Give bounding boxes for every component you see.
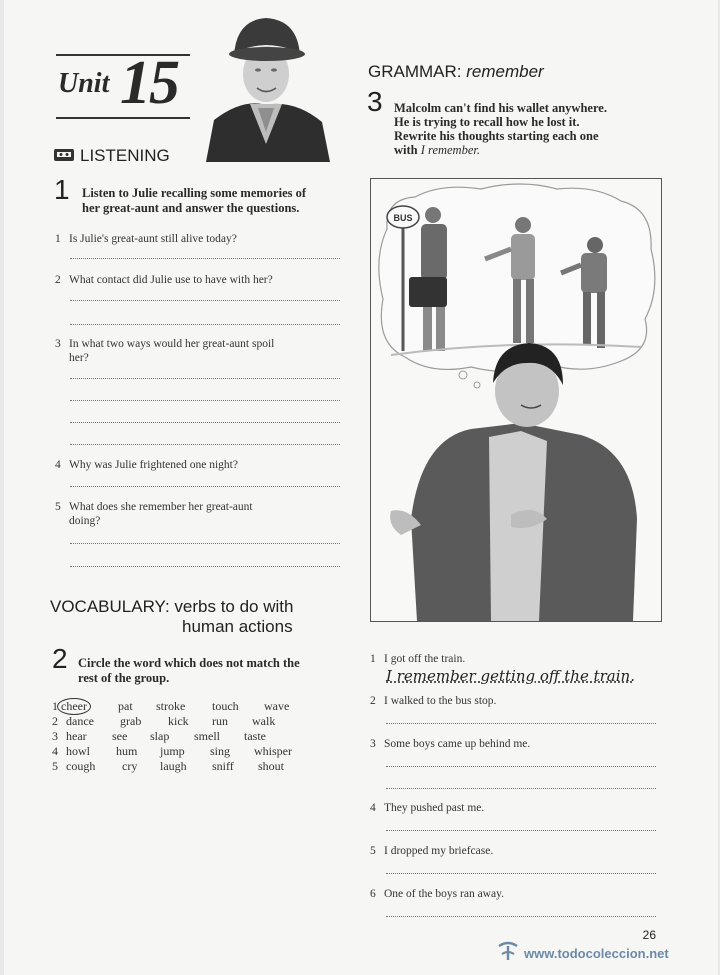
- cassette-icon: [53, 148, 75, 162]
- vocab-word[interactable]: slap: [150, 729, 170, 743]
- circled-word[interactable]: cheer: [57, 698, 91, 715]
- grammar-item-3: 3 Some boys came up behind me.: [370, 738, 531, 750]
- answer-line[interactable]: [70, 543, 340, 544]
- vocab-word[interactable]: touch: [212, 699, 239, 713]
- exercise-3-instruction-line4: with I remember.: [394, 143, 480, 157]
- grammar-item-4: 4 They pushed past me.: [370, 802, 485, 814]
- unit-number: 15: [120, 49, 178, 117]
- vocab-word[interactable]: hum: [116, 744, 138, 758]
- answer-line[interactable]: [386, 788, 656, 789]
- vocab-word[interactable]: walk: [252, 714, 276, 728]
- watermark-text: www.todocoleccion.net: [524, 946, 669, 961]
- answer-line[interactable]: [70, 324, 340, 325]
- grammar-item-6: 6 One of the boys ran away.: [370, 888, 504, 900]
- vocab-word[interactable]: pat: [118, 699, 133, 713]
- answer-line[interactable]: [386, 873, 656, 874]
- unit-label: Unit: [58, 68, 110, 99]
- listening-question-1: 1 Is Julie's great-aunt still alive today?: [55, 233, 237, 245]
- listening-question-5: 5 What does she remember her great-aunt: [55, 501, 253, 513]
- vocab-word[interactable]: hear: [66, 729, 87, 743]
- vocab-word[interactable]: kick: [168, 714, 189, 728]
- answer-line[interactable]: [386, 723, 656, 724]
- vocab-word[interactable]: run: [212, 714, 228, 728]
- exercise-3-instruction-line1: Malcolm can't find his wallet anywhere.: [394, 101, 607, 115]
- vocab-word[interactable]: cry: [122, 759, 138, 773]
- answer-line[interactable]: [70, 300, 340, 301]
- unit-rule-bottom: [56, 117, 190, 119]
- vocab-word[interactable]: shout: [258, 759, 285, 773]
- vocab-word[interactable]: laugh: [160, 759, 187, 773]
- vocab-word[interactable]: smell: [194, 729, 220, 743]
- listening-question-3: 3 In what two ways would her great-aunt spoil: [55, 338, 275, 350]
- answer-line[interactable]: [386, 830, 656, 831]
- grammar-item-2: 2 I walked to the bus stop.: [370, 695, 497, 707]
- vocab-word[interactable]: taste: [244, 729, 266, 743]
- exercise-1-instruction-line2: her great-aunt and answer the questions.: [82, 201, 300, 215]
- exercise-3-number: 3: [367, 86, 383, 117]
- exercise-1-instruction-line1: Listen to Julie recalling some memories of: [82, 186, 307, 200]
- exercise-2-instruction-line1: Circle the word which does not match the: [78, 656, 300, 670]
- answer-line[interactable]: [386, 766, 656, 767]
- vocab-word[interactable]: jump: [160, 744, 185, 758]
- answer-line[interactable]: [70, 400, 340, 401]
- vocab-word[interactable]: stroke: [156, 699, 186, 713]
- answer-line[interactable]: [70, 258, 340, 259]
- answer-line[interactable]: [386, 916, 656, 917]
- listening-question-5-cont: doing?: [69, 515, 101, 527]
- answer-line[interactable]: [70, 422, 340, 423]
- grammar-item-1: 1 I got off the train.: [370, 653, 466, 665]
- answer-line[interactable]: [70, 378, 340, 379]
- listening-question-4: 4 Why was Julie frightened one night?: [55, 459, 238, 471]
- great-aunt-photo: [200, 12, 334, 162]
- todocoleccion-logo-icon: [496, 940, 520, 962]
- vocabulary-title-line1: VOCABULARY: verbs to do with: [50, 597, 294, 616]
- vocab-word[interactable]: whisper: [254, 744, 292, 758]
- listening-question-2: 2 What contact did Julie use to have with her?: [55, 274, 273, 286]
- listening-title: LISTENING: [80, 146, 170, 165]
- vocab-word[interactable]: grab: [120, 714, 142, 728]
- answer-line[interactable]: [70, 486, 340, 487]
- exercise-2-number: 2: [52, 643, 68, 674]
- exercise-3-instruction-line2: He is trying to recall how he lost it.: [394, 115, 580, 129]
- vocabulary-title-line2: human actions: [182, 617, 293, 636]
- vocab-word[interactable]: see: [112, 729, 128, 743]
- page-number: 26: [642, 928, 656, 942]
- answer-line[interactable]: [70, 566, 340, 567]
- example-answer: I remember getting off the train.: [386, 667, 635, 685]
- grammar-title: GRAMMAR: remember: [368, 62, 544, 81]
- bus-sign-text: BUS: [393, 213, 413, 223]
- grammar-item-5: 5 I dropped my briefcase.: [370, 845, 494, 857]
- vocab-word[interactable]: sing: [210, 744, 231, 758]
- grammar-illustration: [370, 178, 662, 622]
- vocab-word[interactable]: sniff: [212, 759, 234, 773]
- workbook-page: Unit 15 LISTENING 1 Listen to Julie recalling some memories of her great-aunt and answer the questions. 1 Is Julie's great-aunt still alive today? 2 What contact did Julie use to have with her? 3 In what two ways would her great-aunt spoil her? 4 Why was Julie frightened one night? 5 What does she remember her great-aunt doing? VOCABULARY: verbs to do with human actions 2 Circle the word which does not match the rest of the group. 1 cheer pat stroke touch wave 2 dance grab kick run walk 3 hear see slap smell taste 4 howl hum jump sing whisper 5 cough cry laugh sniff shout GRAMMAR: remember 3 Malcolm can't find his wallet anywhere. He is trying to recall how he lost it. Rewrite his thoughts starting each one with I remember. BUS 1 I got off the train. I remember getting off the train. 2 I walked to the bus stop. 3 Some boys came up behind me. 4 They pushed past me. 5 I dropped my briefcase. 6 One of the boys ran away. 26 www.todocoleccion.net: [4, 0, 718, 975]
- exercise-2-instruction-line2: rest of the group.: [78, 671, 170, 685]
- vocab-word[interactable]: wave: [264, 699, 290, 713]
- exercise-1-number: 1: [54, 174, 70, 205]
- exercise-3-instruction-line3: Rewrite his thoughts starting each one: [394, 129, 599, 143]
- vocab-word[interactable]: cough: [66, 759, 96, 773]
- vocab-word[interactable]: howl: [66, 744, 90, 758]
- vocab-word[interactable]: dance: [66, 714, 94, 728]
- answer-line[interactable]: [70, 444, 340, 445]
- listening-question-3-cont: her?: [69, 352, 89, 364]
